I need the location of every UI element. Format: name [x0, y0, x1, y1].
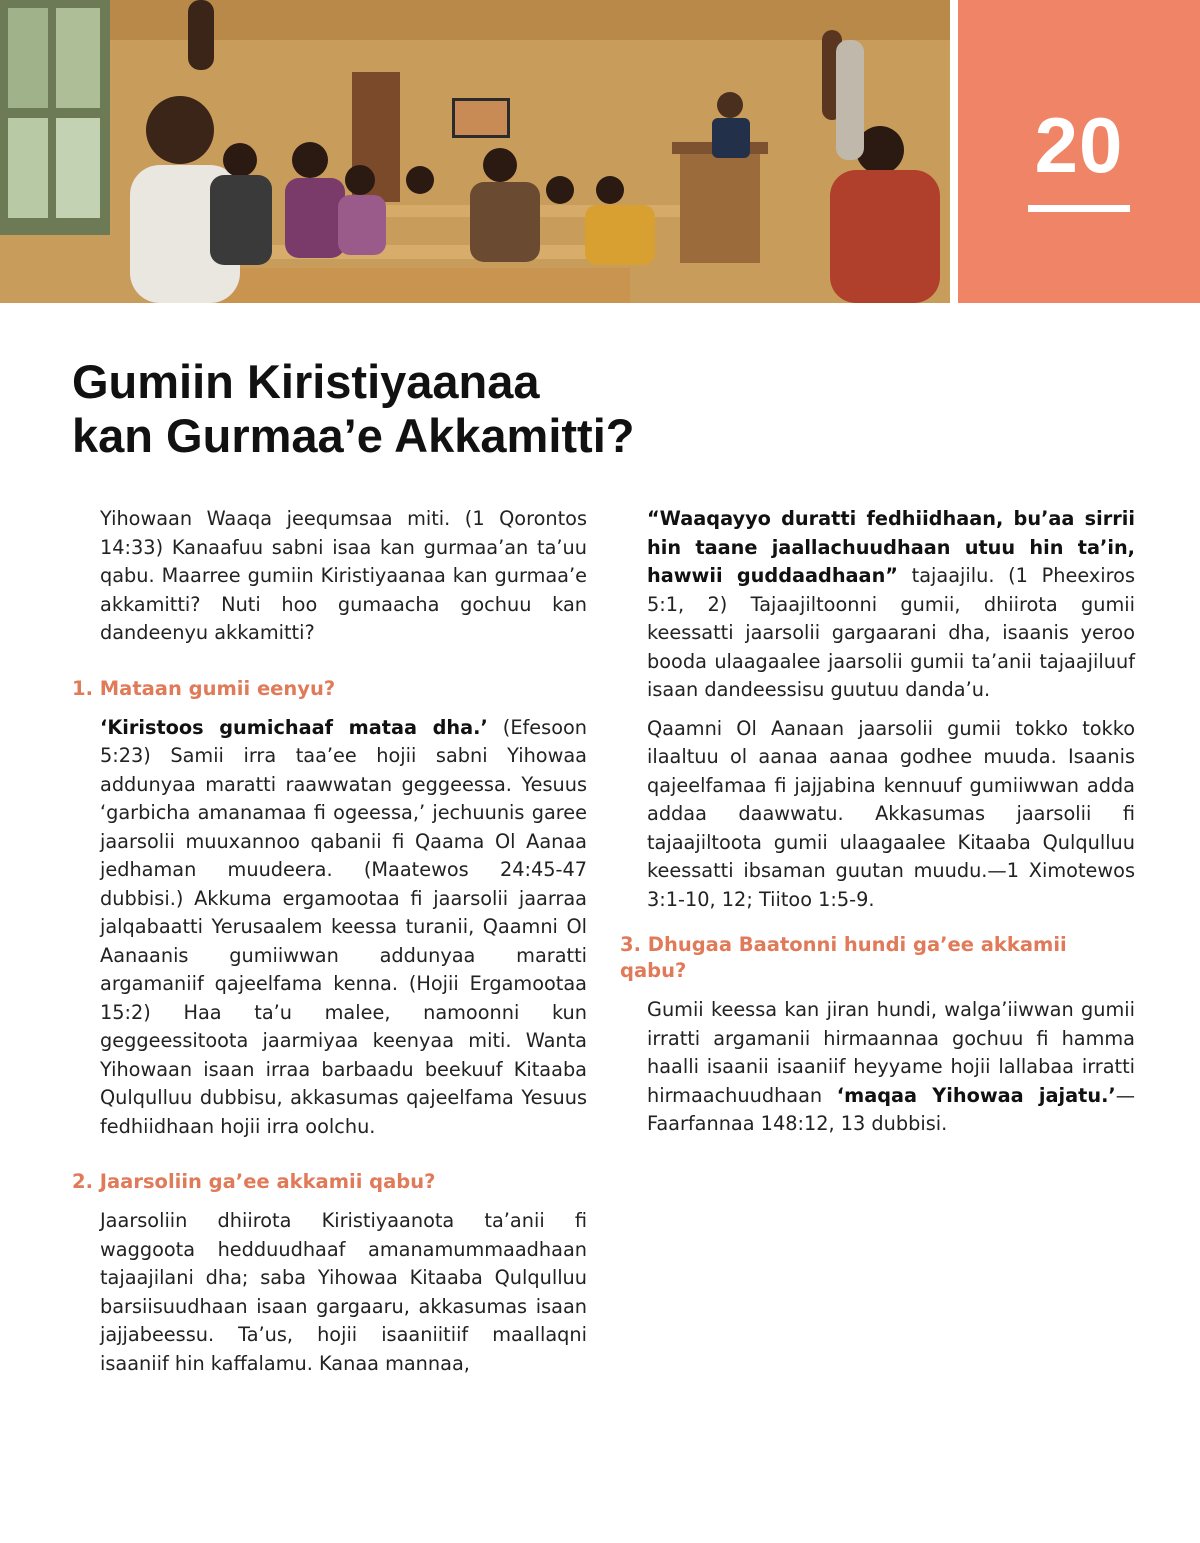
question-2-text-end: tajaajilu. (1 Pheexiros 5:1, 2) Tajaajiltoonni gumii, dhiirota gumii keessatti jaarsolii gargaarani dha, isaanis yeroo booda ulaagaalee jaarsolii gumii ta’anii tajaajiluuf isaan dandeessisu guutuu danda’u.	[647, 564, 1135, 701]
left-column	[72, 505, 587, 1388]
question-3-paragraph	[647, 996, 1135, 1139]
question-2-paragraph-1	[100, 1207, 587, 1378]
question-3-text-start: Gumii keessa kan jiran hundi, walga’iiwwan gumii irratti argamanii hirmaannaa gochuu fi hamma haalli isaanii isaaniif heyyame hojii lallabaa irratti hirmaachuudhaan	[647, 998, 1135, 1107]
hero-image-congregation-meeting	[0, 0, 950, 303]
hero-divider	[950, 0, 958, 303]
question-2-bold-quote: “Waaqayyo duratti fedhiidhaan, bu’aa sirrii hin taane jaallachuudhaan utuu hin ta’in, hawwii guddaadhaan”	[647, 507, 1135, 587]
question-1-bold-quote: ‘Kiristoos gumichaaf mataa dha.’	[100, 715, 488, 739]
lesson-number: 20	[1034, 101, 1124, 189]
page-title-line-2: kan Gurmaa’e Akkamitti?	[72, 409, 635, 462]
intro-paragraph: Yihowaan Waaqa jeequmsaa miti. (1 Qorontos 14:33) Kanaafuu sabni isaa kan gurmaa’an ta’uu qabu. Maarree gumiin Kiristiyaanaa kan gurmaa’e akkamitti? Nuti hoo gumaacha gochuu kan dandeenyu akkamitti?	[100, 507, 587, 644]
question-3-bold-quote: ‘maqaa Yihowaa jajatu.’	[836, 1083, 1116, 1107]
question-2-text-start: Jaarsoliin dhiirota Kiristiyaanota ta’anii fi waggoota hedduudhaaf amanamummaadhaan tajaajilani dha; saba Yihowaa Kitaaba Qulqulluu barsiisuudhaan isaan gargaaru, akkasumas isaan jajjabeessu. Ta’us, hojii isaaniitiif maallaqni isaaniif hin kaffalamu. Kanaa mannaa,	[100, 1209, 587, 1375]
question-3-heading: 3. Dhugaa Baatonni hundi ga’ee akkamii qabu?	[620, 933, 1067, 982]
question-1-text: (Efesoon 5:23) Samii irra taa’ee hojii sabni Yihowaa addunyaa maratti raawwatan geggeessa. Yesuus ‘garbicha amanamaa fi ogeessa,’ jechuunis garee jaarsolii muuxannoo qabanii fi Qaama Ol Aanaa jedhaman muudeera. (Maatewos 24:45-47 dubbisi.) Akkuma ergamootaa fi jaarsolii jaarraa jalqabaatti Yerusaalem keessa turanii, Qaamni Ol Aanaanis gumiiwwan addunyaa maratti argamaniif qajeelfama kenna. (Hojii Ergamootaa 15:2) Haa ta’u malee, namoonni kun geggeessitoota jaarmiyaa keenyaa miti. Wanta Yihowaan isaan irraa barbaadu beekuuf Kitaaba Qulqulluu dubbisu, akkasumas qajeelfama Yesuus fedhiidhaan hojii irra oolchu.	[100, 715, 588, 1138]
meeting-scene-illustration	[0, 0, 950, 303]
page-title	[72, 355, 832, 463]
question-2-paragraph-2: Qaamni Ol Aanaan jaarsolii gumii tokko tokko ilaaltuu ol aanaa aanaa godhee muuda. Isaanis qajeelfamaa fi jajjabina kennuuf gumiiwwan adda addaa daawwatu. Akkasumas jaarsolii fi tajaajiltoota gumii ulaagaalee Kitaaba Qulqulluu keessatti ibsaman guutan muudu.—1 Ximotewos 3:1-10, 12; Tiitoo 1:5-9.	[647, 716, 1135, 911]
question-3-text-end: —Faarfannaa 148:12, 13 dubbisi.	[647, 1083, 1135, 1135]
lesson-number-panel	[958, 0, 1200, 303]
question-1-paragraph	[100, 714, 587, 1142]
right-column	[620, 505, 1135, 1149]
question-1-heading: 1. Mataan gumii eenyu?	[72, 676, 336, 700]
page-title-line-1: Gumiin Kiristiyaanaa	[72, 355, 540, 408]
question-2-paragraph-1-continued	[647, 505, 1135, 705]
lesson-number-rule	[1028, 205, 1130, 212]
question-2-heading: 2. Jaarsoliin ga’ee akkamii qabu?	[72, 1170, 436, 1193]
